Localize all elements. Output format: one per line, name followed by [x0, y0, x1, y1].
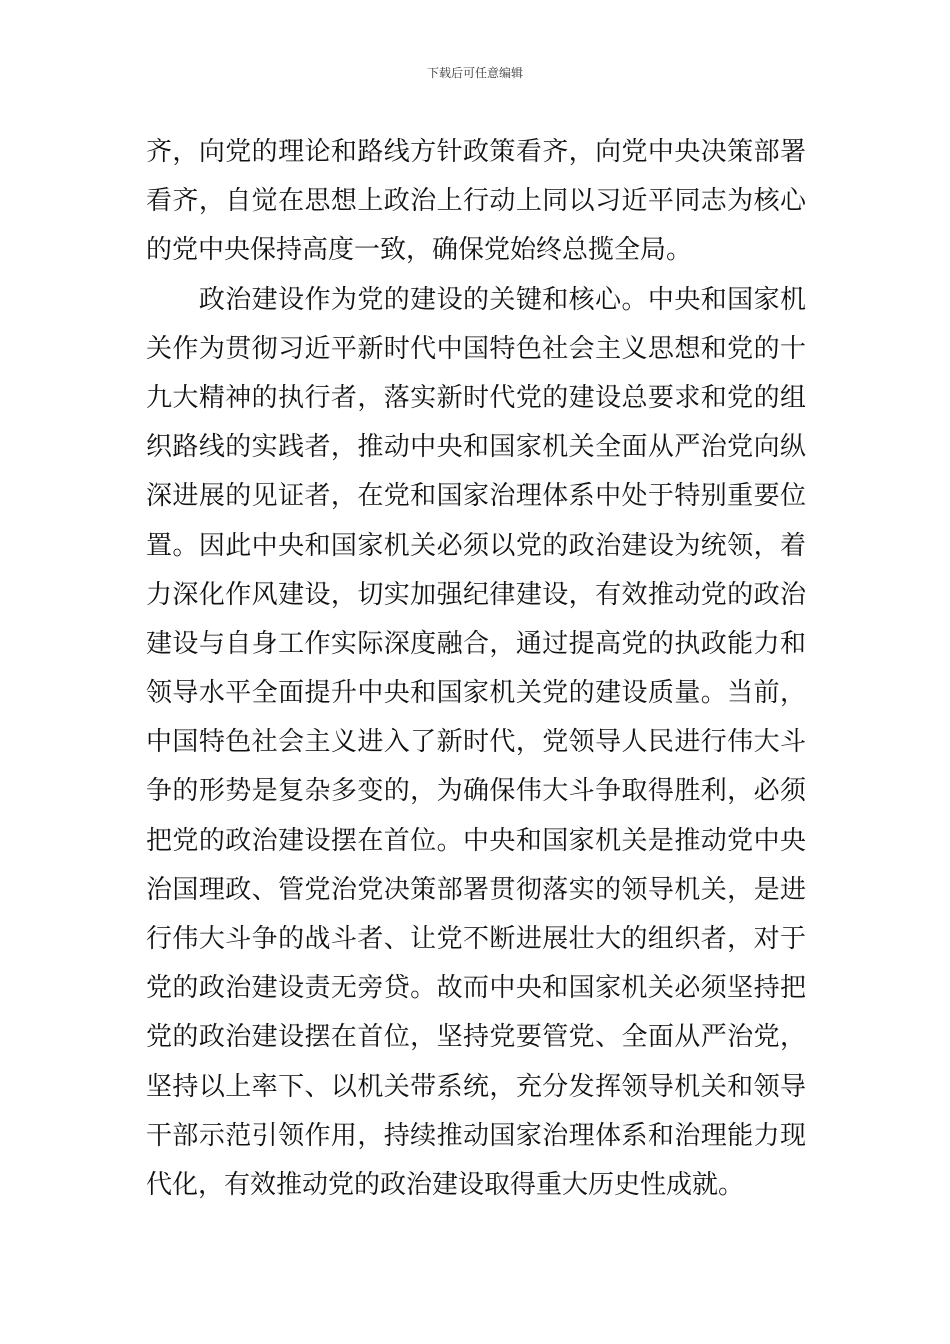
- text-line: 织路线的实践者，推动中央和国家机关全面从严治党向纵: [146, 432, 806, 463]
- text-line: 行伟大斗争的战斗者、让党不断进展壮大的组织者，对于: [146, 924, 806, 954]
- text-line: 深进展的见证者，在党和国家治理体系中处于特别重要位: [146, 481, 806, 512]
- text-line: 关作为贯彻习近平新时代中国特色社会主义思想和党的十: [146, 333, 806, 364]
- text-line: 建设与自身工作实际深度融合，通过提高党的执政能力和: [146, 628, 806, 659]
- text-line: 政治建设作为党的建设的关键和核心。中央和国家机: [146, 284, 806, 315]
- paragraph-1: [146, 128, 806, 276]
- text-line: 把党的政治建设摆在首位。中央和国家机关是推动党中央: [146, 825, 806, 856]
- text-line: 党的政治建设责无旁贷。故而中央和国家机关必须坚持把: [146, 973, 806, 1004]
- text-line: 中国特色社会主义进入了新时代，党领导人民进行伟大斗: [146, 727, 806, 758]
- document-body: [146, 128, 806, 1210]
- text-line: 治国理政、管党治党决策部署贯彻落实的领导机关，是进: [146, 874, 806, 905]
- text-line: 争的形势是复杂多变的，为确保伟大斗争取得胜利，必须: [146, 776, 806, 807]
- paragraph-2: [146, 276, 806, 1211]
- text-line: 九大精神的执行者，落实新时代党的建设总要求和党的组: [146, 382, 806, 413]
- text-line: 置。因此中央和国家机关必须以党的政治建设为统领，着: [146, 530, 806, 561]
- text-line: 领导水平全面提升中央和国家机关党的建设质量。当前，: [146, 678, 806, 709]
- text-line: 代化，有效推动党的政治建设取得重大历史性成就。: [146, 1169, 745, 1200]
- text-line: 的党中央保持高度一致，确保党始终总揽全局。: [146, 235, 693, 266]
- text-line: 看齐，自觉在思想上政治上行动上同以习近平同志为核心: [146, 186, 806, 217]
- text-line: 力深化作风建设，切实加强纪律建设，有效推动党的政治: [146, 579, 806, 610]
- text-line: 坚持以上率下、以机关带系统，充分发挥领导机关和领导: [146, 1071, 806, 1102]
- text-line: 齐，向党的理论和路线方针政策看齐，向党中央决策部署: [146, 137, 806, 167]
- text-line: 干部示范引领作用，持续推动国家治理体系和治理能力现: [146, 1120, 806, 1151]
- page-header: 下载后可任意编辑: [426, 66, 523, 80]
- text-line: 党的政治建设摆在首位，坚持党要管党、全面从严治党，: [146, 1022, 806, 1053]
